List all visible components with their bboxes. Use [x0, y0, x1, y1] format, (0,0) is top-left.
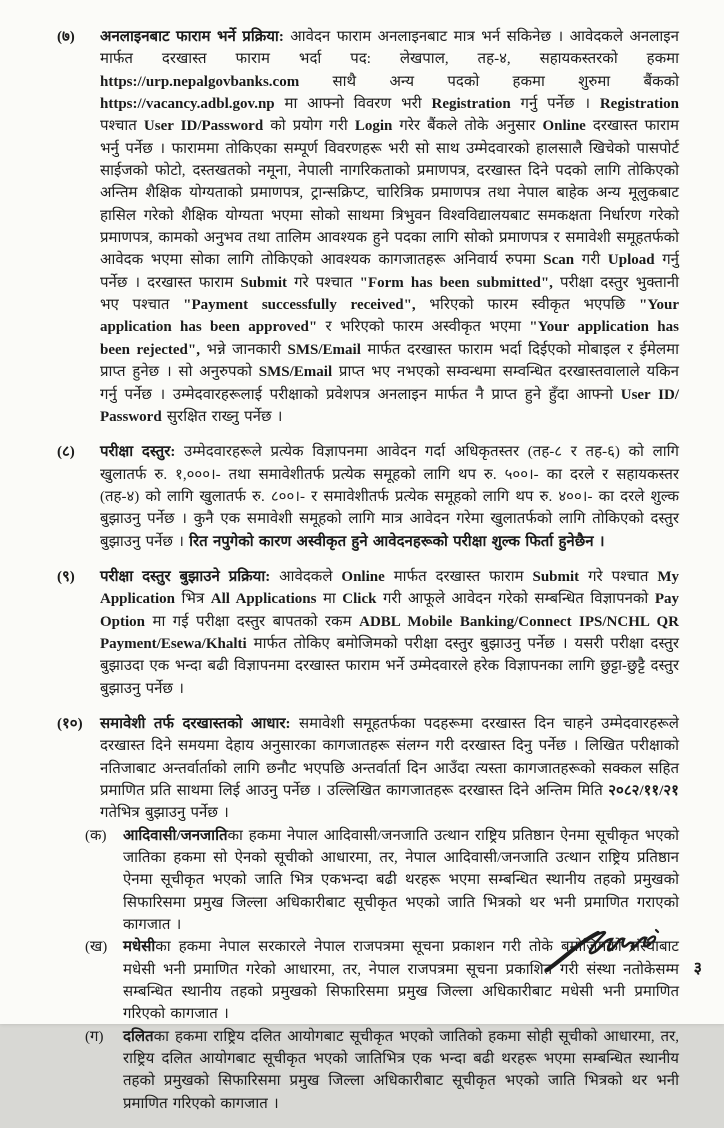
text-segment: समावेशी तर्फ दरखास्तको आधार: — [100, 715, 291, 732]
text-segment: दरखास्त फाराम भर्नु पर्नेछ । फाराममा तोकिएका सम्पूर्ण विवरणहरू भरी सो साथ उम्मेदवारको हालसालै खिचेको पासपोर्ट साईजको फोटो, दस्तखतको नमूना, नेपाली नागरिकताको प्रमाणपत्र, दरखास्त दिने पदको लागि तोकिएको अन्तिम शैक्षिक योग्यताको प्रमाणपत्र, ट्रान्सक्रिप्ट, चारित्रिक प्रमाणपत्र तथा नेपाल बाहेक अन्य मूलुकबाट हासिल गरेको शैक्षिक योग्यता भएमा सोको साथमा त्रिभुवन विश्वविद्यालयबाट समकक्षता निर्धारण गरेको प्रमाणपत्र, कामको अनुभव तथा तालिम आवश्यक हुने पदका लागि सोको प्रमाणपत्र र समावेशी समूहतर्फको आवेदक भएमा सोका लागि तोकिएको आवश्यक कागजातहरू अनिवार्य रुपमा — [100, 118, 680, 269]
text-segment: गरेर बैंकले तोके अनुसार — [392, 118, 543, 135]
text-segment: Click — [342, 591, 377, 608]
text-segment: आवेदकले — [270, 568, 342, 585]
text-segment: ADBL Mobile Banking/Connect IPS/NCHL QR Payment/Esewa/Khalti — [100, 613, 679, 652]
signature-scribble — [544, 922, 662, 974]
text-segment: SMS/Email — [258, 364, 333, 381]
clause-marker: (७) — [57, 29, 75, 45]
clause-item — [57, 441, 679, 553]
text-segment: https://urp.nepalgovbanks.com — [100, 73, 300, 90]
text-segment: परीक्षा दस्तुर भुक्तानी भए पश्चात — [100, 274, 679, 314]
text-segment: गरी — [574, 252, 608, 269]
text-segment: का हकमा नेपाल सरकारले नेपाल राजपत्रमा सूचना प्रकाशन गरी तोके बमोजिमको संस्थाबाट मधेसी भनी प्रमाणित गरेको आधारमा, तर, नेपाल राजपत्रमा सूचना प्रकाशित गरी संस्था नतोकेसम्म सम्बन्धित स्थानीय तहको प्रमुखको सिफारिसमा प्रमुख जिल्ला अधिकारीबाट मधेसी भनी प्रमाणित गरिएको कागजात । — [123, 939, 679, 1023]
text-segment: गरी आफूले आवेदन गरेको सम्बन्धित विज्ञापनको — [376, 591, 655, 608]
text-segment: "Form has been submitted", — [359, 274, 553, 291]
text-segment: User ID/Password — [143, 118, 264, 135]
clause-body — [100, 566, 679, 700]
sub-clause-text — [123, 1026, 679, 1115]
text-segment: अनलाइनबाट फाराम भर्ने प्रक्रिया: — [100, 29, 284, 45]
text-segment: मार्फत तोकिए बमोजिमको परीक्षा दस्तुर बुझाउनु पर्नेछ । यसरी परीक्षा दस्तुर बुझाउदा एक भन्दा बढी विज्ञापनमा दरखास्त फाराम भर्ने उम्मेदवारले हरेक विज्ञापनका लागि छुट्टा-छुट्टै दस्तुर बुझाउनु पर्नेछ । — [100, 635, 679, 697]
sub-clause-marker: (ख) — [85, 939, 108, 956]
text-segment: मार्फत दरखास्त फाराम भर्दा दिईएको मोबाइल र ईमेलमा प्राप्त हुनेछ । सो अनुरुपको — [100, 341, 679, 381]
text-segment: भरिएको फारम स्वीकृत भएपछि — [415, 297, 639, 314]
text-segment: आवेदन फाराम अनलाइनबाट मात्र भर्न सकिनेछ । आवेदकले अनलाइन मार्फत दरखास्त फाराम भर्दा पद: लेखपाल, तह-४, सहायकस्तरको हकमा — [100, 29, 679, 68]
text-segment: र भरिएको फारम अस्वीकृत भएमा — [317, 319, 530, 336]
sub-clause-marker: (ग) — [85, 1028, 104, 1045]
text-segment: मा गई परीक्षा दस्तुर बापतको रकम — [145, 613, 360, 630]
text-segment: Registration — [599, 96, 679, 113]
text-segment: साथै अन्य पदको हकमा शुरुमा बैंकको — [299, 73, 679, 90]
text-segment: "Your application has been approved" — [100, 297, 679, 336]
text-segment: मार्फत दरखास्त फाराम — [384, 568, 533, 585]
text-segment: गतेभित्र बुझाउनु पर्नेछ । — [100, 805, 229, 822]
clause-item — [57, 566, 679, 700]
text-segment: Login — [354, 118, 393, 135]
text-segment: को प्रयोग गरी — [263, 118, 355, 135]
text-segment: "Your application has been rejected", — [100, 319, 679, 358]
clause-body — [100, 26, 679, 428]
text-segment: Scan — [543, 252, 575, 269]
text-segment: Registration — [431, 96, 511, 113]
text-segment: गर्नु पर्नेछ । — [510, 96, 600, 113]
sub-clause-marker: (क) — [85, 827, 107, 844]
text-segment: सुरक्षित राख्नु पर्नेछ । — [161, 408, 283, 425]
text-segment: का हकमा नेपाल आदिवासी/जनजाति उत्थान राष्ट्रिय प्रतिष्ठान ऐनमा सूचीकृत भएको जातिका हकमा सो ऐनको सूचीको आधारमा, तर, नेपाल आदिवासी/जनजाति उत्थान राष्ट्रिय प्रतिष्ठान ऐनमा सूचीकृत भएको जाति भित्र एकभन्दा बढी थरहरू भएमा सम्बन्धित स्थानीय तहको प्रमुखको सिफारिसमा प्रमुख जिल्ला अधिकारीबाट सूचीकृत भएको जाति भित्रको थर भनी प्रमाणित गराएको कागजात । — [123, 827, 679, 934]
clause-marker: (९) — [57, 568, 75, 585]
text-segment: User ID/ Password — [100, 386, 679, 425]
text-segment: भन्ने जानकारी — [199, 341, 288, 358]
clause-text — [100, 566, 679, 700]
clause-body — [100, 441, 679, 553]
clause-item — [57, 713, 679, 1115]
text-segment: Pay Option — [100, 591, 679, 630]
clause-marker: (८) — [57, 444, 75, 461]
sub-clause-item — [85, 825, 679, 937]
text-segment: रित नपुगेको कारण अस्वीकृत हुने आवेदनहरूको परीक्षा शुल्क फिर्ता हुनेछैन । — [189, 533, 605, 550]
page-number: ३ — [693, 960, 702, 977]
clause-item — [57, 26, 679, 428]
text-segment: Upload — [607, 252, 655, 269]
text-segment: Online — [341, 568, 385, 585]
clause-text — [100, 26, 679, 428]
text-segment: https://vacancy.adbl.gov.np — [100, 96, 275, 113]
text-segment: दलित — [123, 1028, 154, 1045]
sub-clause-item — [85, 1026, 679, 1115]
text-segment: My Application — [100, 568, 680, 608]
text-segment: का हकमा राष्ट्रिय दलित आयोगबाट सूचीकृत भएको जातिको हकमा सोही सूचीको आधारमा, तर, राष्ट्रिय दलित आयोगबाट सूचीकृत भएको जातिभित्र एक भन्दा बढी थरहरू भएमा सम्बन्धित स्थानीय तहको प्रमुखको सिफारिसमा प्रमुख जिल्ला अधिकारीबाट सूचीकृत भएको जाति भित्रको थर भनी प्रमाणित गरिएको कागजात । — [123, 1028, 679, 1112]
text-segment: "Payment successfully received", — [183, 297, 416, 314]
text-segment: मा — [316, 591, 343, 608]
clause-body — [85, 713, 679, 1115]
clause-text — [100, 713, 679, 825]
text-segment: मा आफ्नो विवरण भरी — [274, 96, 432, 113]
text-segment: प्राप्त भए नभएको सम्वन्धमा सम्वन्धित दरखास्तवालाले यकिन गर्नु पर्नेछ । उम्मेदवारहरूलाई परीक्षाको प्रवेशपत्र अनलाइन मार्फत नै प्राप्त हुने हुँदा आफ्नो — [100, 364, 679, 403]
text-segment: SMS/Email — [287, 341, 361, 358]
text-segment: Submit — [240, 274, 288, 291]
text-segment: गरे पश्चात — [287, 274, 360, 291]
text-segment: परीक्षा दस्तुर बुझाउने प्रक्रिया: — [100, 568, 271, 585]
text-segment: Online — [542, 118, 586, 135]
text-segment: गर्नु पर्नेछ । दरखास्त फाराम — [100, 252, 679, 291]
text-segment: समावेशी समूहतर्फका पदहरूमा दरखास्त दिन चाहने उम्मेदवारहरूले दरखास्त दिने समयमा देहाय अनुसारका कागजातहरू संलग्न गरी दरखास्त दिनु पर्नेछ । लिखित परीक्षाको नतिजाबाट अन्तर्वार्ताको लागि छनौट भएपछि अन्तर्वार्ता दिन आउँदा त्यस्ता कागजातहरूको सक्कल सहित प्रमाणित प्रति साथमा लिई आउनु पर्नेछ । उल्लिखित कागजातहरू दरखास्त दिने अन्तिम मिति — [100, 715, 679, 799]
sub-clause-text — [123, 825, 679, 937]
text-segment: All Applications — [210, 591, 317, 608]
text-segment: उम्मेदवारहरूले प्रत्येक विज्ञापनमा आवेदन गर्दा अधिकृतस्तर (तह-८ र तह-६) को लागि खुलातर्फ रु. १,०००।- तथा समावेशीतर्फ प्रत्येक समूहको लागि थप रु. ५००।- का दरले र सहायकस्तर (तह-४) को लागि खुलातर्फ रु. ८००।- र समावेशीतर्फ प्रत्येक समूहको लागि थप रु. ४००।- का दरले शुल्क बुझाउनु पर्नेछ । कुनै एक समावेशी समूहको लागि मात्र आवेदन गरेमा खुलातर्फको लागि तोकिएको दस्तुर बुझाउनु पर्नेछ । — [100, 444, 679, 550]
text-segment: आदिवासी/जनजाति — [123, 827, 228, 844]
text-segment: गरे पश्चात — [579, 568, 658, 585]
text-segment: २०८२/११/२१ — [608, 783, 679, 799]
clause-marker: (१०) — [57, 715, 83, 732]
text-segment: परीक्षा दस्तुर: — [100, 444, 176, 461]
clause-text — [100, 441, 679, 553]
text-segment: पश्चात — [100, 118, 144, 135]
text-segment: मधेसी — [123, 939, 156, 956]
text-segment: भित्र — [175, 591, 211, 608]
text-segment: Submit — [532, 568, 580, 585]
